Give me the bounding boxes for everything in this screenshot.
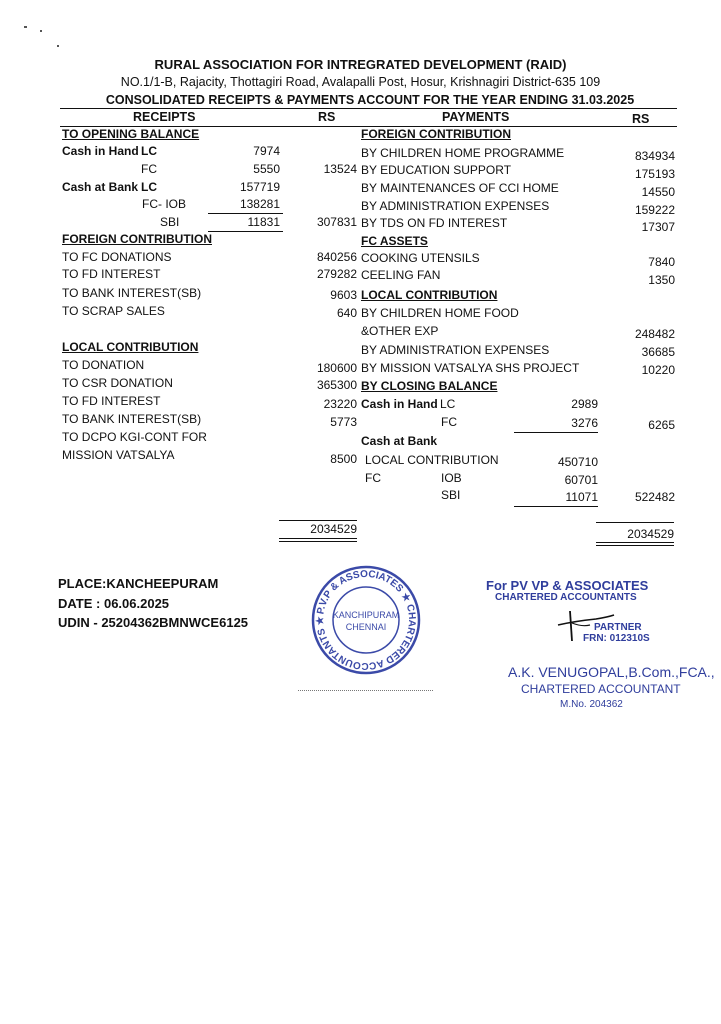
auditor-stamp [308, 562, 424, 678]
payment-item-label: BY TDS ON FD INTEREST [361, 216, 508, 230]
receipts-lc-heading: LOCAL CONTRIBUTION [62, 340, 199, 354]
receipt-item-value: 8500 [330, 452, 357, 466]
payment-item-value: 10220 [641, 363, 675, 377]
cab-fc-iob-value: 138281 [239, 197, 280, 211]
payment-item-label: BY CHILDREN HOME PROGRAMME [361, 146, 565, 160]
col-rs-payments: RS [632, 112, 650, 126]
subtotal-line [514, 432, 598, 433]
col-rs-receipts: RS [318, 110, 336, 124]
closing-cab-fc-label: FC [365, 471, 381, 485]
closing-cab-iob-label: IOB [441, 471, 462, 485]
receipt-item-label: TO FC DONATIONS [62, 250, 172, 264]
cab-sbi-value: 11831 [247, 215, 280, 229]
receipt-item-label: TO BANK INTEREST(SB) [62, 286, 202, 300]
closing-cih-lc-value: 2989 [571, 397, 598, 411]
receipt-item-label: TO BANK INTEREST(SB) [62, 412, 202, 426]
payments-lc-heading: LOCAL CONTRIBUTION [361, 288, 498, 302]
svg-text:CHENNAI: CHENNAI [345, 622, 387, 632]
cih-fc-value: 5550 [253, 162, 280, 176]
receipt-item-value: 365300 [316, 378, 357, 392]
closing-cab-local-value: 450710 [557, 455, 598, 469]
svg-text:KANCHIPURAM: KANCHIPURAM [332, 610, 400, 620]
col-receipts: RECEIPTS [133, 110, 196, 124]
receipt-item-value: 279282 [316, 267, 357, 281]
receipt-item-value: 180600 [316, 361, 357, 375]
signatory-name: A.K. VENUGOPAL,B.Com.,FCA., [508, 664, 715, 680]
payment-item-value: 17307 [641, 220, 675, 234]
total-line [279, 520, 357, 521]
total-line [596, 542, 674, 543]
closing-cih-fc-value: 3276 [571, 416, 598, 430]
cab-total: 307831 [316, 215, 357, 229]
signatory-partner: PARTNER [594, 622, 642, 633]
payment-item-value: 248482 [634, 327, 675, 341]
payment-item-label: BY EDUCATION SUPPORT [361, 163, 512, 177]
payment-item-label: BY ADMINISTRATION EXPENSES [361, 199, 550, 213]
scan-speck [57, 45, 59, 47]
udin: UDIN - 25204362BMNWCE6125 [58, 615, 249, 630]
divider [60, 108, 677, 109]
receipt-item-value: 23220 [323, 397, 357, 411]
payment-item-label: &OTHER EXP [361, 324, 439, 338]
closing-cab-total: 522482 [634, 490, 675, 504]
col-payments: PAYMENTS [442, 110, 510, 124]
receipt-item-label: TO DCPO KGI-CONT FOR [62, 430, 207, 444]
closing-cab-label: Cash at Bank [361, 434, 438, 448]
scan-speck [40, 30, 42, 32]
receipt-item-value: 9603 [330, 288, 357, 302]
date: DATE : 06.06.2025 [58, 596, 170, 611]
signatory-title: CHARTERED ACCOUNTANT [521, 682, 681, 696]
signatory-firm-sub: CHARTERED ACCOUNTANTS [495, 592, 637, 603]
payment-item-label: BY MISSION VATSALYA SHS PROJECT [361, 361, 580, 375]
place: PLACE:KANCHEEPURAM [58, 576, 219, 591]
closing-cab-iob-value: 60701 [564, 473, 598, 487]
cash-in-hand-label: Cash in Hand [62, 144, 139, 158]
statement-title: CONSOLIDATED RECEIPTS & PAYMENTS ACCOUNT FOR THE YEAR ENDING 31.03.2025 [105, 93, 635, 107]
payment-item-value: 1350 [648, 273, 675, 287]
opening-balance-heading: TO OPENING BALANCE [62, 127, 200, 141]
payments-fc-heading: FOREIGN CONTRIBUTION [361, 127, 511, 141]
receipt-item-value: 5773 [330, 415, 357, 429]
payment-item-value: 175193 [634, 167, 675, 181]
payment-item-value: 7840 [648, 255, 675, 269]
closing-cih-label: Cash in Hand [361, 397, 438, 411]
closing-cab-local-label: LOCAL CONTRIBUTION [365, 453, 499, 467]
total-line [596, 522, 674, 523]
cab-lc-label: LC [141, 180, 157, 194]
closing-cab-sbi-value: 11071 [565, 490, 598, 504]
org-name: RURAL ASSOCIATION FOR INTREGRATED DEVELOPMENT (RAID) [154, 57, 567, 72]
total-line [279, 538, 357, 539]
cih-fc-label: FC [141, 162, 157, 176]
closing-cab-sbi-label: SBI [441, 488, 461, 502]
total-line [279, 541, 357, 542]
signatory-frn: FRN: 012310S [583, 633, 650, 644]
closing-cih-total: 6265 [648, 418, 675, 432]
receipt-item-label: TO DONATION [62, 358, 145, 372]
payment-item-label: BY MAINTENANCES OF CCI HOME [361, 181, 559, 195]
fc-assets-heading: FC ASSETS [361, 234, 428, 248]
payment-item-label: COOKING UTENSILS [361, 251, 480, 265]
receipt-item-label: TO FD INTEREST [62, 267, 161, 281]
subtotal-line [514, 506, 598, 507]
receipt-item-label: TO FD INTEREST [62, 394, 161, 408]
svg-text:P.V.P & ASSOCIATES ★ CHARTERED: P.V.P & ASSOCIATES ★ CHARTERED ACCOUNTANTS ★ [314, 568, 418, 672]
receipt-item-label: TO CSR DONATION [62, 376, 173, 390]
signatory-mno: M.No. 204362 [560, 699, 623, 710]
cash-at-bank-label: Cash at Bank [62, 180, 139, 194]
receipts-total: 2034529 [310, 522, 357, 536]
subtotal-line [208, 231, 283, 232]
receipt-item-value: 640 [336, 306, 357, 320]
cih-lc-label: LC [141, 144, 157, 158]
receipt-item-label: TO SCRAP SALES [62, 304, 165, 318]
payment-item-value: 834934 [634, 149, 675, 163]
signatory-firm: For PV VP & ASSOCIATES [486, 578, 649, 593]
closing-cih-lc-label: LC [440, 397, 456, 411]
receipt-item-label: MISSION VATSALYA [62, 448, 175, 462]
cih-lc-value: 7974 [253, 144, 280, 158]
closing-balance-heading: BY CLOSING BALANCE [361, 379, 498, 393]
total-line [596, 545, 674, 546]
stamp-dotted-line [298, 690, 433, 691]
cab-sbi-label: SBI [160, 215, 180, 229]
payment-item-value: 14550 [641, 185, 675, 199]
scan-speck [24, 26, 27, 28]
cih-total: 13524 [323, 162, 357, 176]
cab-lc-value: 157719 [239, 180, 280, 194]
payment-item-value: 36685 [641, 345, 675, 359]
receipt-item-value: 840256 [316, 250, 357, 264]
cab-fc-iob-label: FC- IOB [142, 197, 186, 211]
payment-item-label: BY ADMINISTRATION EXPENSES [361, 343, 550, 357]
subtotal-line [208, 213, 283, 214]
payments-total: 2034529 [627, 527, 674, 541]
closing-cih-fc-label: FC [441, 415, 457, 429]
receipts-fc-heading: FOREIGN CONTRIBUTION [62, 232, 212, 246]
payment-item-label: BY CHILDREN HOME FOOD [361, 306, 519, 320]
payment-item-label: CEELING FAN [361, 268, 441, 282]
org-address: NO.1/1-B, Rajacity, Thottagiri Road, Avalapalli Post, Hosur, Krishnagiri District-635 109 [120, 75, 601, 89]
payment-item-value: 159222 [634, 203, 675, 217]
